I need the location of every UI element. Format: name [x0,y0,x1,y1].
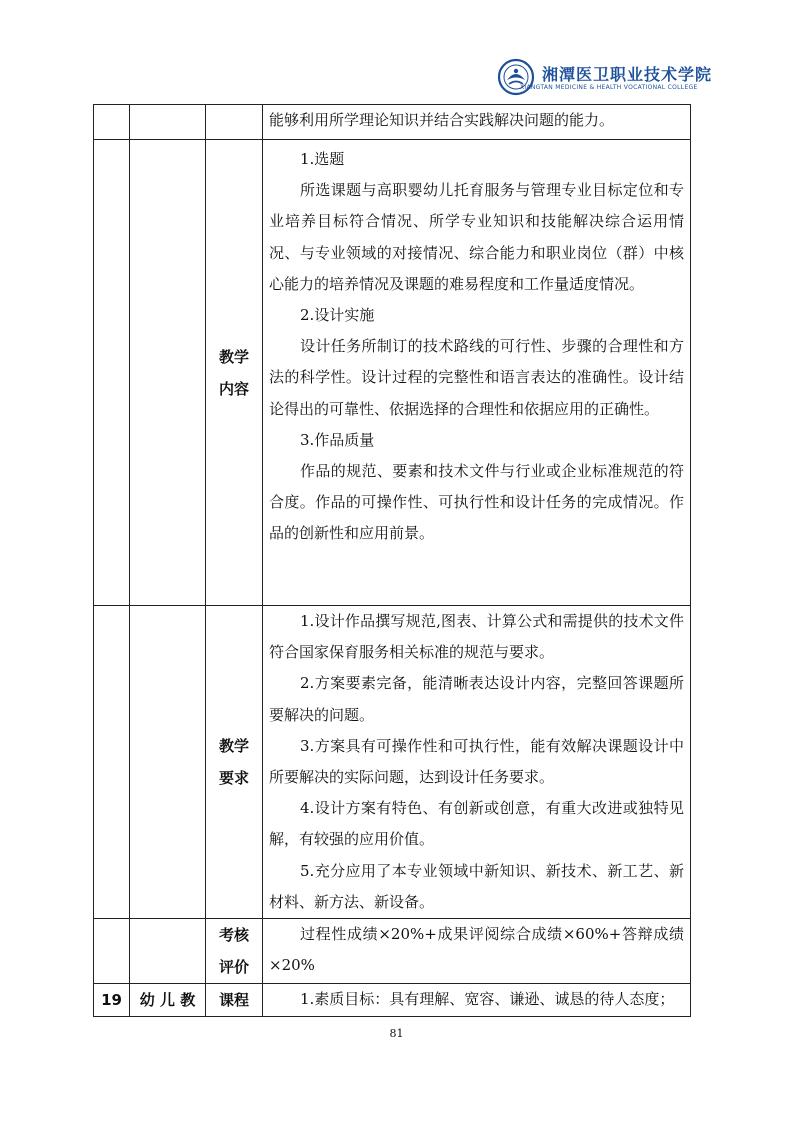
table-row-19 [94,984,691,1017]
course-text: 1.素质目标：具有理解、宽容、谦逊、诚恳的待人态度； [300,990,675,1009]
content-paragraph-1: 所选课题与高职婴幼儿托育服务与管理专业目标定位和专业培养目标符合情况、所学专业知识和技能解决综合运用情况、与专业领域的对接情况、综合能力和职业岗位（群）中核心能力的培养情况及课题的难易程度和工作量适度情况。 [269,181,684,293]
requirement-3: 3.方案具有可操作性和可执行性，能有效解决课题设计中所要解决的实际问题，达到设计任务要求。 [269,736,684,787]
content-heading-1: 1.选题 [300,150,345,168]
requirement-4: 4.设计方案有特色、有创新或创意，有重大改进或独特见解，有较强的应用价值。 [269,799,684,849]
content-heading-2: 2.设计实施 [300,306,375,325]
table-row-teaching-requirements [94,606,691,919]
teaching-requirements-cell [263,606,691,919]
table-row-prev [94,105,691,140]
requirement-5: 5.充分应用了本专业领域中新知识、新技术、新工艺、新材料、新方法、新设备。 [269,861,684,911]
curriculum-table [93,104,691,1017]
content-heading-3: 3.作品质量 [300,430,375,449]
prev-row-text: 能够利用所学理论知识并结合实践解决问题的能力。 [269,111,615,129]
assessment-cell [263,919,691,984]
teaching-content-label: 教学 内容 [206,140,263,606]
course-text-cell [263,984,691,1017]
requirement-1: 1.设计作品撰写规范,图表、计算公式和需提供的技术文件符合国家保育服务相关标准的规范与要求。 [269,612,684,662]
assessment-label: 考核 评价 [206,919,263,984]
page-number: 81 [389,1027,404,1040]
college-name: 湘潭医卫职业技术学院 [542,65,713,84]
course-name: 幼 儿 教 [130,984,206,1017]
college-name-en: XIANGTAN MEDICINE & HEALTH VOCATIONAL COLLEGE [520,84,698,91]
assessment-text: 过程性成绩×20%+成果评阅综合成绩×60%+答辩成绩×20% [269,925,684,975]
content-paragraph-3: 作品的规范、要素和技术文件与行业或企业标准规范的符合度。作品的可操作性、可执行性和设计任务的完成情况。作品的创新性和应用前景。 [269,462,684,543]
table-row-assessment [94,919,691,984]
teaching-content-cell [263,140,691,606]
row-number: 19 [94,984,130,1017]
content-paragraph-2: 设计任务所制订的技术路线的可行性、步骤的合理性和方法的科学性。设计过程的完整性和语言表达的准确性。设计结论得出的可靠性、依据选择的合理性和依据应用的正确性。 [269,337,684,418]
requirement-2: 2.方案要素完备，能清晰表达设计内容，完整回答课题所要解决的问题。 [269,674,684,724]
teaching-requirements-label: 教学 要求 [206,606,263,919]
table-row-teaching-content [94,140,691,606]
course-label: 课程 [206,984,263,1017]
